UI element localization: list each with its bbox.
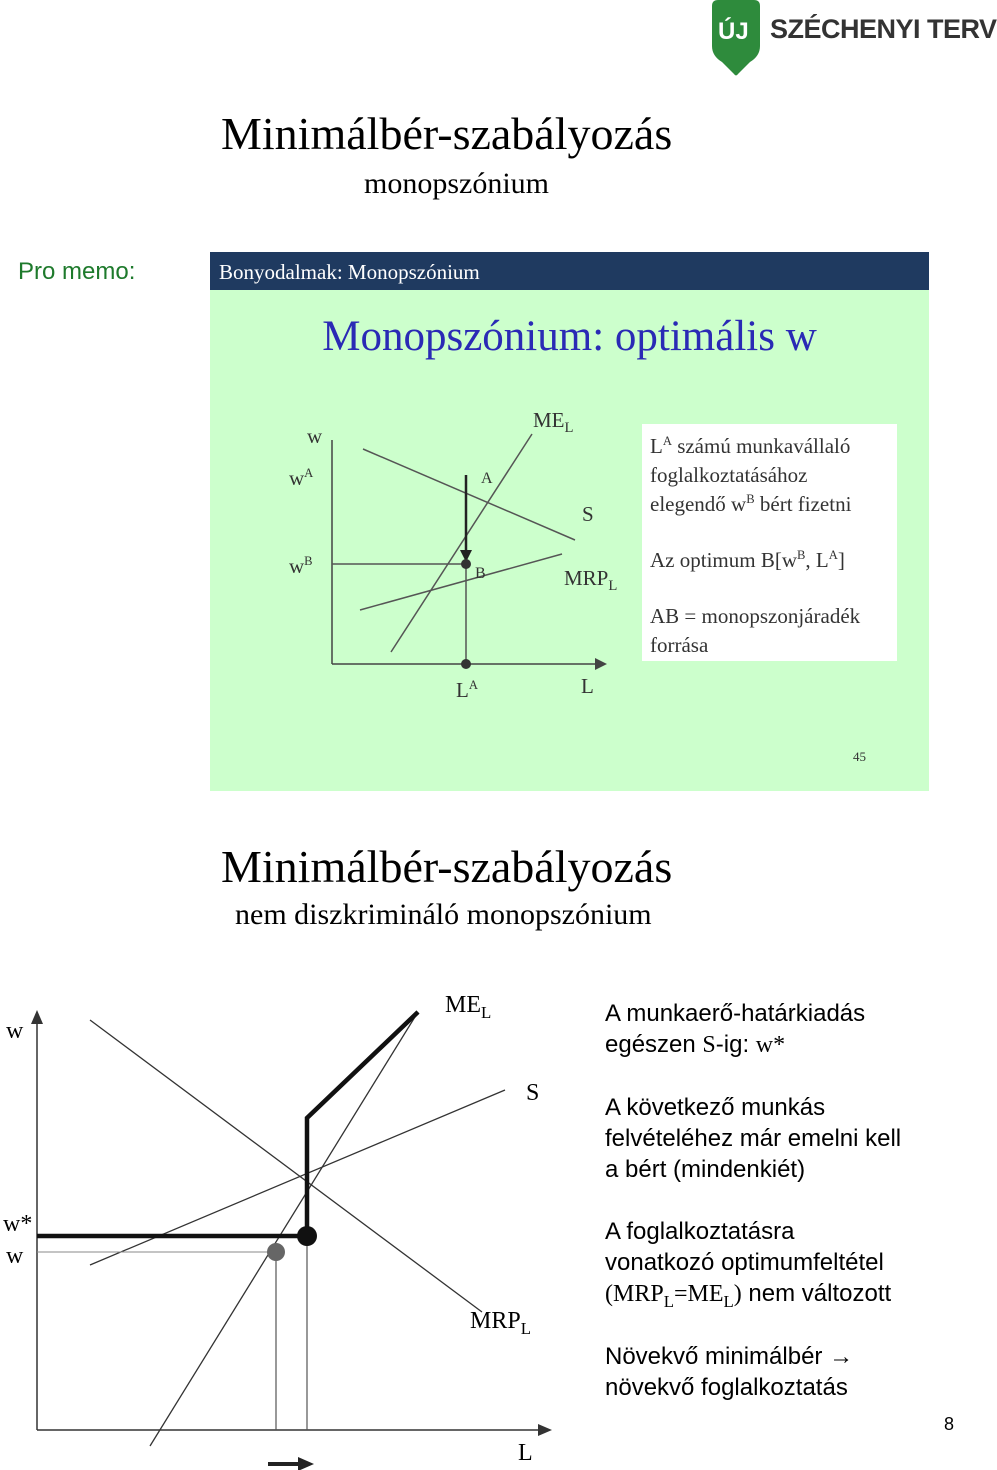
old-equilibrium-point (267, 1243, 285, 1261)
slide-title: Monopszónium: optimális w (322, 313, 817, 360)
section1-title: Minimálbér-szabályozás (221, 108, 673, 159)
mrp-curve (90, 1020, 482, 1312)
chart2-s-label: S (526, 1080, 540, 1106)
employment-increase-arrowhead (298, 1457, 314, 1470)
chart2-mrp-label: $MRP_L$ (470, 1308, 531, 1338)
note-1: A munkaerő-határkiadás egészen S-ig: w* (605, 1000, 866, 1058)
slide-s-curve (363, 449, 575, 540)
chart2-w-label: w (6, 1243, 24, 1269)
me-curve (150, 1012, 418, 1446)
chart2-x-axis-label: L (518, 1440, 533, 1466)
slide-s-label: S (582, 502, 594, 526)
logo-badge: ÚJ (718, 18, 749, 45)
section1-subtitle: monopszónium (364, 167, 549, 200)
slide-wa-label: $w^A$ (289, 466, 314, 490)
page-number: 8 (944, 1414, 955, 1434)
note-4: Növekvő minimálbér → növekvő foglalkoztatás (605, 1343, 854, 1401)
logo-text: SZÉCHENYI TERV (770, 14, 997, 44)
note-2: A következő munkás felvételéhez már emelni kell a bért (mindenkiét) (605, 1094, 902, 1183)
minimum-wage-supply-curve (37, 1012, 418, 1236)
y-axis-arrow (31, 1010, 43, 1024)
right-arrow-icon: → (829, 1343, 854, 1370)
slide-me-label: $ME_L$ (533, 408, 574, 437)
x-axis-arrow (538, 1424, 552, 1436)
slide-me-curve (391, 434, 532, 652)
slide-page-number: 45 (853, 749, 866, 764)
slide-x-axis-arrow (595, 658, 607, 670)
slide-y-axis-label: w (307, 424, 323, 448)
box-para2: Az optimum $B[w^B$, $L^A$] (650, 548, 845, 572)
slide-wb-label: $w^B$ (289, 554, 313, 578)
chart2-y-axis-label: w (6, 1018, 24, 1044)
embedded-slide (210, 252, 929, 791)
section2-title: Minimálbér-szabályozás (221, 841, 673, 892)
slide-header-text: Bonyodalmak: Monopszónium (219, 260, 480, 284)
section2-subtitle: nem diszkrimináló monopszónium (235, 898, 652, 931)
slide-la-label: $L^A$ (456, 678, 478, 702)
box-para1: $L^A$ számú munkavállaló foglalkoztatásához elegendő $w^B$ bért fizetni (650, 434, 852, 516)
slide-explanation-box (642, 424, 897, 661)
box-para3: AB = monopszonjáradék forrása (650, 604, 861, 657)
slide-mrp-label: $MRP_L$ (564, 566, 618, 595)
slide-mrp-curve (360, 554, 562, 610)
chart2-me-label: $ME_L$ (445, 992, 492, 1022)
slide-x-axis-label: L (581, 674, 594, 698)
slide-point-b-label: B (475, 565, 486, 582)
pro-memo-label: Pro memo: (18, 258, 136, 285)
slide-point-la (461, 659, 471, 669)
min-wage-diagram (0, 990, 600, 1470)
new-equilibrium-point (297, 1226, 317, 1246)
slide-point-b (461, 559, 471, 569)
chart2-wstar-label: w* (3, 1211, 33, 1237)
note-3: A foglalkoztatásra vonatkozó optimumfeltétel $(MRP_L=ME_L)$ nem változott (605, 1218, 892, 1311)
slide-point-a-label: A (481, 470, 493, 487)
